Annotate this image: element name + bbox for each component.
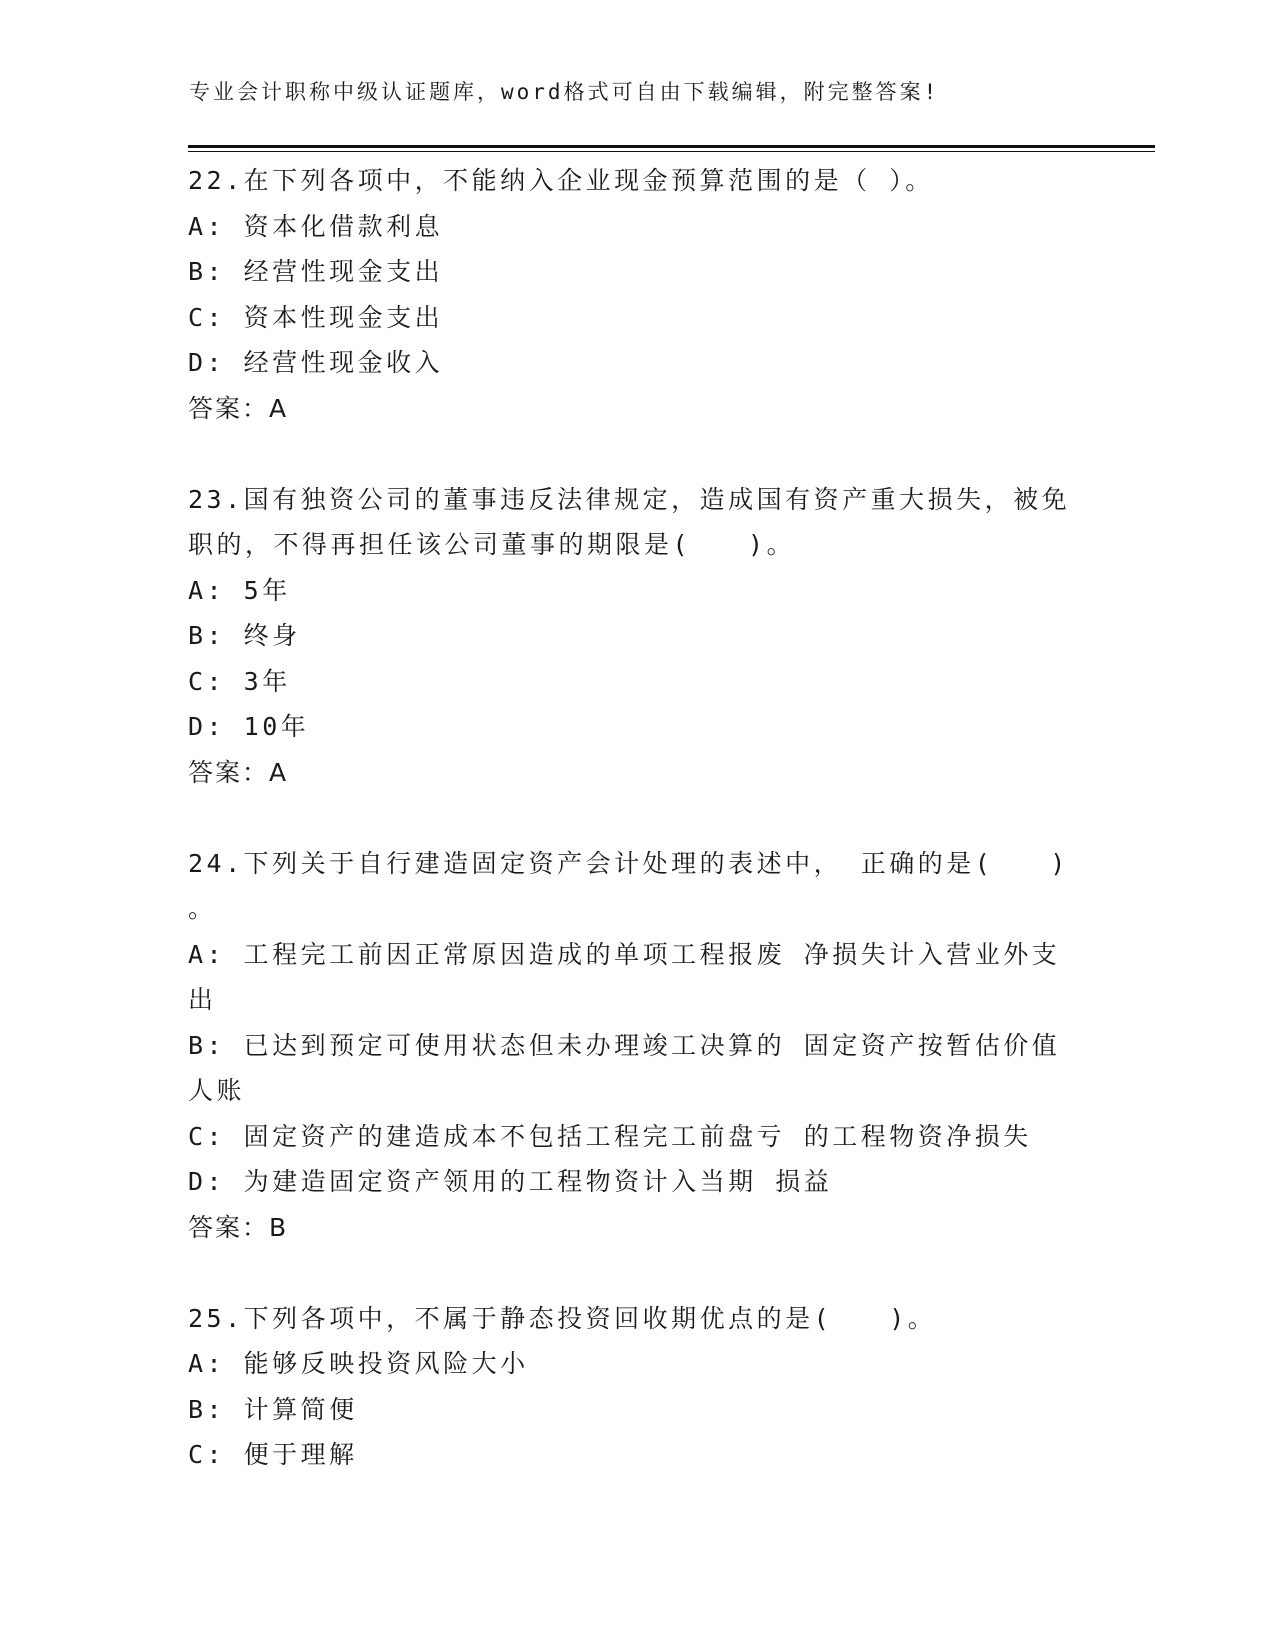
option-d: D: 经营性现金收入 xyxy=(188,348,444,377)
question-list xyxy=(188,158,1078,1478)
option-a: A: 资本化借款利息 xyxy=(188,211,444,241)
option-b: B: 计算简便 xyxy=(188,1394,358,1424)
question-spacer xyxy=(188,795,1078,841)
option-c: C: 资本性现金支出 xyxy=(188,302,444,332)
option-a: A: 工程完工前因正常原因造成的单项工程报废 净损失计入营业外支 xyxy=(188,939,1061,969)
option-a: A: 5年 xyxy=(188,575,291,605)
question-stem-continued: 。 xyxy=(188,894,217,923)
question-stem-continued: 职的，不得再担任该公司董事的期限是( )。 xyxy=(188,530,796,559)
option-b: B: 已达到预定可使用状态但未办理竣工决算的 固定资产按暂估价值 xyxy=(188,1030,1061,1060)
option-b-continued: 人账 xyxy=(188,1076,246,1105)
option-c: C: 固定资产的建造成本不包括工程完工前盘亏 的工程物资净损失 xyxy=(188,1121,1032,1151)
option-d: D: 10年 xyxy=(188,712,310,741)
option-a: A: 能够反映投资风险大小 xyxy=(188,1349,529,1378)
answer-line: 答案：A xyxy=(188,393,289,423)
question-block xyxy=(188,158,1078,431)
header-divider-thick xyxy=(188,145,1155,148)
question-block xyxy=(188,841,1078,1251)
question-spacer xyxy=(188,1250,1078,1296)
option-b: B: 终身 xyxy=(188,621,301,650)
answer-line: 答案：A xyxy=(188,757,289,787)
document-header: 专业会计职称中级认证题库，word格式可自由下载编辑，附完整答案! xyxy=(189,80,940,104)
option-c: C: 便于理解 xyxy=(188,1440,358,1469)
question-stem: 24.下列关于自行建造固定资产会计处理的表述中， 正确的是( ) xyxy=(188,848,1069,878)
option-c: C: 3年 xyxy=(188,666,291,696)
header-divider-thin xyxy=(188,151,1155,152)
option-d: D: 为建造固定资产领用的工程物资计入当期 损益 xyxy=(188,1167,833,1196)
answer-line: 答案：B xyxy=(188,1212,289,1242)
question-stem: 25.下列各项中，不属于静态投资回收期优点的是( )。 xyxy=(188,1303,937,1333)
option-b: B: 经营性现金支出 xyxy=(188,257,444,286)
question-spacer xyxy=(188,431,1078,477)
question-stem: 22.在下列各项中，不能纳入企业现金预算范围的是（ ）。 xyxy=(188,166,934,195)
question-block xyxy=(188,477,1078,796)
question-block xyxy=(188,1296,1078,1478)
option-a-continued: 出 xyxy=(188,985,217,1014)
question-stem: 23.国有独资公司的董事违反法律规定，造成国有资产重大损失，被免 xyxy=(188,484,1071,514)
